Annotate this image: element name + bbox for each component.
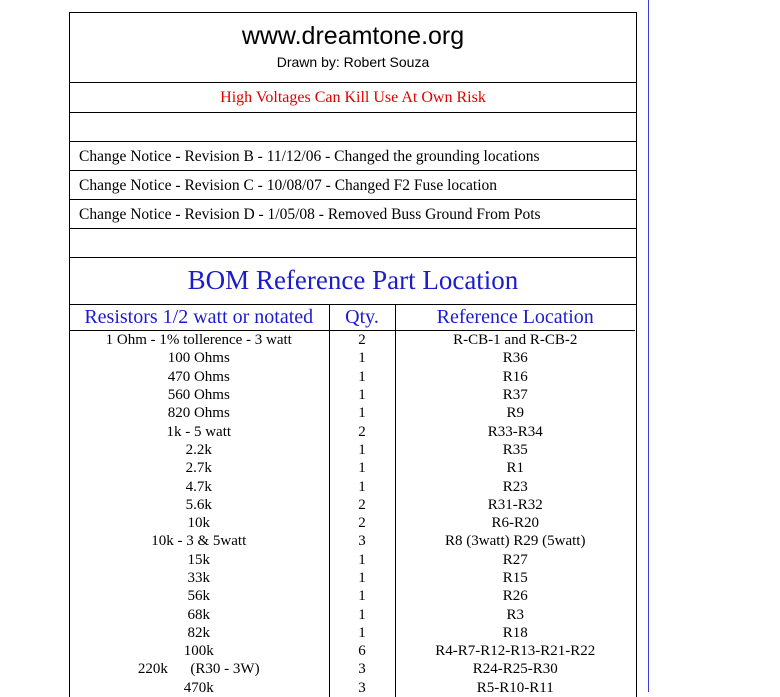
part-qty: 3 xyxy=(329,532,395,550)
bom-table xyxy=(69,305,635,697)
part-value: 560 Ohms xyxy=(167,387,230,404)
part-value: 10k - 3 & 5watt xyxy=(151,533,247,550)
table-row xyxy=(69,660,635,678)
part-qty: 1 xyxy=(329,569,395,587)
table-row xyxy=(69,459,635,477)
part-qty: 1 xyxy=(329,624,395,642)
part-value: 470k xyxy=(183,679,214,696)
part-location: R27 xyxy=(395,551,635,569)
col-header-resistors: Resistors 1/2 watt or notated xyxy=(69,305,329,331)
part-value: 1 Ohm - 1% tollerence - 3 watt xyxy=(105,332,292,349)
change-notice-b: Change Notice - Revision B - 11/12/06 - Changed the grounding locations xyxy=(70,142,636,171)
change-notice-c: Change Notice - Revision C - 10/08/07 - Changed F2 Fuse location xyxy=(70,171,636,200)
part-location: R5-R10-R11 xyxy=(395,679,635,697)
part-qty: 2 xyxy=(329,496,395,514)
part-location: R35 xyxy=(395,441,635,459)
table-row xyxy=(69,331,635,350)
table-row xyxy=(69,532,635,550)
document-sheet xyxy=(69,12,637,697)
table-row xyxy=(69,551,635,569)
part-qty: 6 xyxy=(329,642,395,660)
part-location: R18 xyxy=(395,624,635,642)
part-location: R3 xyxy=(395,605,635,623)
table-row xyxy=(69,587,635,605)
col-header-location: Reference Location xyxy=(395,305,635,331)
warning-text: High Voltages Can Kill Use At Own Risk xyxy=(70,83,636,113)
bom-header-row xyxy=(69,305,635,331)
part-qty: 1 xyxy=(329,587,395,605)
table-row xyxy=(69,605,635,623)
website-title: www.dreamtone.org xyxy=(241,22,465,50)
part-value: 5.6k xyxy=(185,496,212,513)
part-value: 1k - 5 watt xyxy=(166,423,232,440)
part-location: R6-R20 xyxy=(395,514,635,532)
table-row xyxy=(69,624,635,642)
part-qty: 1 xyxy=(329,551,395,569)
blank-row xyxy=(70,229,636,258)
bom-title: BOM Reference Part Location xyxy=(70,258,636,305)
part-value: 33k xyxy=(187,570,210,586)
table-row xyxy=(69,514,635,532)
table-row xyxy=(69,404,635,422)
part-location: R26 xyxy=(395,587,635,605)
part-location: R36 xyxy=(395,349,635,367)
part-qty: 3 xyxy=(329,679,395,697)
part-location: R23 xyxy=(395,477,635,495)
table-row xyxy=(69,349,635,367)
part-value: 2.7k xyxy=(185,460,212,477)
page-edge-line xyxy=(648,0,649,692)
part-location: R31-R32 xyxy=(395,496,635,514)
col-header-qty: Qty. xyxy=(329,305,395,331)
header-block xyxy=(70,13,636,83)
part-value: 4.7k xyxy=(185,478,212,495)
part-location: R24-R25-R30 xyxy=(395,660,635,678)
blank-row xyxy=(70,113,636,142)
part-value: 10k xyxy=(187,515,210,532)
part-location: R15 xyxy=(395,569,635,587)
part-value: 56k xyxy=(187,588,210,605)
table-row xyxy=(69,422,635,440)
table-row xyxy=(69,368,635,386)
table-row xyxy=(69,496,635,514)
part-qty: 2 xyxy=(329,514,395,532)
part-value: 2.2k xyxy=(185,441,212,458)
part-qty: 2 xyxy=(329,331,395,350)
part-qty: 1 xyxy=(329,441,395,459)
table-row xyxy=(69,441,635,459)
part-location: R9 xyxy=(395,404,635,422)
part-qty: 1 xyxy=(329,386,395,404)
part-qty: 1 xyxy=(329,404,395,422)
part-value: 100 Ohms xyxy=(167,350,230,367)
part-qty: 1 xyxy=(329,368,395,386)
part-location: R33-R34 xyxy=(395,422,635,440)
part-value: 220k (R30 - 3W) xyxy=(137,661,260,678)
drawn-by: Drawn by: Robert Souza xyxy=(276,54,430,70)
part-value: 68k xyxy=(187,606,210,623)
part-qty: 3 xyxy=(329,660,395,678)
part-location: R16 xyxy=(395,368,635,386)
table-row xyxy=(69,477,635,495)
part-location: R1 xyxy=(395,459,635,477)
part-value: 82k xyxy=(187,624,210,641)
part-value: 15k xyxy=(187,551,210,568)
part-location: R37 xyxy=(395,386,635,404)
table-row xyxy=(69,642,635,660)
bom-body xyxy=(69,331,635,697)
part-qty: 2 xyxy=(329,422,395,440)
part-location: R4-R7-R12-R13-R21-R22 xyxy=(395,642,635,660)
change-notice-d: Change Notice - Revision D - 1/05/08 - Removed Buss Ground From Pots xyxy=(70,200,636,229)
part-value: 100k xyxy=(183,643,214,660)
part-value: 820 Ohms xyxy=(167,405,230,422)
part-value: 470 Ohms xyxy=(167,368,230,385)
part-qty: 1 xyxy=(329,459,395,477)
table-row xyxy=(69,386,635,404)
part-qty: 1 xyxy=(329,605,395,623)
part-qty: 1 xyxy=(329,349,395,367)
part-qty: 1 xyxy=(329,477,395,495)
part-location: R-CB-1 and R-CB-2 xyxy=(395,331,635,350)
table-row xyxy=(69,569,635,587)
part-location: R8 (3watt) R29 (5watt) xyxy=(395,532,635,550)
table-row xyxy=(69,679,635,697)
